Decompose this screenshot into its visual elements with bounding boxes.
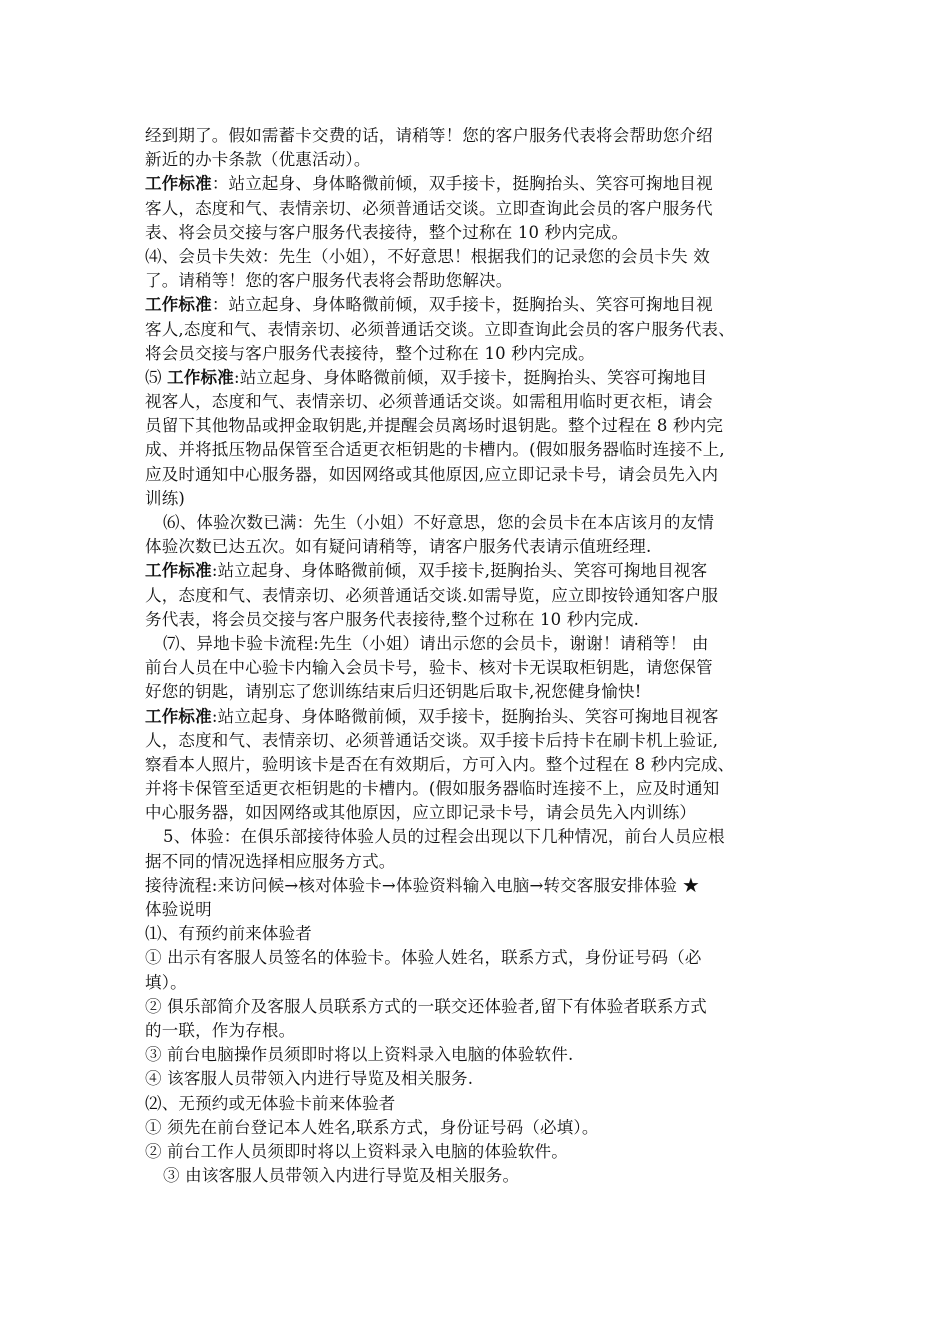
text-line <box>145 825 815 849</box>
text-line <box>145 608 815 632</box>
text-segment: 前台人员在中心验卡内输入会员卡号，验卡、核对卡无误取柜钥匙，请您保管 <box>145 658 713 678</box>
text-segment: ① 出示有客服人员签名的体验卡。体验人姓名，联系方式，身份证号码（必 <box>145 948 702 968</box>
text-segment: 好您的钥匙，请别忘了您训练结束后归还钥匙后取卡,祝您健身愉快! <box>145 682 642 702</box>
text-line <box>145 124 815 148</box>
text-segment: 表、将会员交接与客户服务代表接待，整个过称在 10 秒内完成。 <box>145 222 629 242</box>
bold-label: 工作标准 <box>167 367 234 387</box>
text-segment: 据不同的情况选择相应服务方式。 <box>145 851 396 871</box>
text-segment: ⑷、会员卡失效：先生（小姐），不好意思！根据我们的记录您的会员卡失 效 <box>145 246 710 266</box>
text-line <box>145 1043 815 1067</box>
text-line <box>145 366 815 390</box>
document-body <box>145 124 815 1188</box>
text-line <box>145 1164 815 1188</box>
text-segment: 务代表，将会员交接与客户服务代表接待,整个过称在 10 秒内完成. <box>145 609 640 629</box>
text-segment: 接待流程:来访问候→核对体验卡→体验资料输入电脑→转交客服安排体验 ★ <box>145 875 700 895</box>
text-segment: 新近的办卡条款（优惠活动）。 <box>145 150 371 170</box>
text-line <box>145 318 815 342</box>
text-line <box>145 729 815 753</box>
text-segment: :站立起身、身体略微前倾，双手接卡，挺胸抬头、笑容可掬地目 <box>233 367 708 387</box>
text-segment: 经到期了。假如需蓄卡交费的话，请稍等！您的客户服务代表将会帮助您介绍 <box>145 126 713 145</box>
text-segment: 员留下其他物品或押金取钥匙,并提醒会员离场时退钥匙。整个过程在 8 秒内完 <box>145 416 724 436</box>
text-segment: 的一联，作为存根。 <box>145 1020 296 1040</box>
text-line <box>145 680 815 704</box>
text-segment: 客人，态度和气、表情亲切、必须普通话交谈。立即查询此会员的客户服务代 <box>145 198 713 218</box>
text-segment: 应及时通知中心服务器，如因网络或其他原因,应立即记录卡号，请会员先入内 <box>145 464 719 484</box>
text-line <box>145 342 815 366</box>
text-line <box>145 753 815 777</box>
text-segment: :站立起身、身体略微前倾，双手接卡，挺胸抬头、笑容可掬地目视客 <box>211 706 719 726</box>
text-segment: ⑺、异地卡验卡流程:先生（小姐）请出示您的会员卡，谢谢！请稍等！ 由 <box>163 633 709 653</box>
text-segment: 视客人，态度和气、表情亲切、必须普通话交谈。如需租用临时更衣柜，请会 <box>145 392 713 412</box>
text-segment: 察看本人照片，验明该卡是否在有效期后，方可入内。整个过程在 8 秒内完成、 <box>145 754 735 774</box>
text-line <box>145 559 815 583</box>
text-segment: ③ 由该客服人员带领入内进行导览及相关服务。 <box>163 1166 520 1186</box>
text-line <box>145 922 815 946</box>
text-line <box>145 463 815 487</box>
text-segment: ⑹、体验次数已满：先生（小姐）不好意思，您的会员卡在本店该月的友情 <box>163 513 715 532</box>
text-line <box>145 584 815 608</box>
text-line <box>145 197 815 221</box>
text-segment: 客人,态度和气、表情亲切、必须普通话交谈。立即查询此会员的客户服务代表、 <box>145 319 735 339</box>
text-line <box>145 438 815 462</box>
text-line <box>145 971 815 995</box>
text-segment: 人，态度和气、表情亲切、必须普通话交谈。双手接卡后持卡在刷卡机上验证, <box>145 730 719 750</box>
text-line <box>145 390 815 414</box>
text-line <box>145 1116 815 1140</box>
text-line <box>145 221 815 245</box>
text-line <box>145 414 815 438</box>
text-line <box>145 172 815 196</box>
text-segment: 体验说明 <box>145 900 212 919</box>
text-segment: ：站立起身、身体略微前倾，双手接卡，挺胸抬头、笑容可掬地目视 <box>211 295 713 315</box>
bold-label: 工作标准 <box>145 174 212 194</box>
text-segment: 了。请稍等！您的客户服务代表将会帮助您解决。 <box>145 271 513 291</box>
text-line <box>145 850 815 874</box>
text-line <box>145 874 815 898</box>
text-segment: 5、体验：在俱乐部接待体验人员的过程会出现以下几种情况，前台人员应根 <box>163 827 725 847</box>
text-line <box>145 801 815 825</box>
text-line <box>145 1140 815 1164</box>
text-segment: ：站立起身、身体略微前倾，双手接卡，挺胸抬头、笑容可掬地目视 <box>211 174 713 194</box>
text-line <box>145 487 815 511</box>
text-segment: ③ 前台电脑操作员须即时将以上资料录入电脑的体验软件. <box>145 1045 574 1065</box>
bold-label: 工作标准 <box>145 706 212 726</box>
text-line <box>145 898 815 922</box>
text-segment: ① 须先在前台登记本人姓名,联系方式，身份证号码（必填）。 <box>145 1117 599 1137</box>
text-line <box>145 269 815 293</box>
text-segment: ④ 该客服人员带领入内进行导览及相关服务. <box>145 1069 474 1089</box>
text-segment: 填）。 <box>145 972 187 992</box>
text-segment: 成、并将抵压物品保管至合适更衣柜钥匙的卡槽内。(假如服务器临时连接不上, <box>145 440 725 460</box>
text-segment: :站立起身、身体略微前倾，双手接卡,挺胸抬头、笑容可掬地目视客 <box>211 561 708 581</box>
text-line <box>145 632 815 656</box>
text-line <box>145 1067 815 1091</box>
text-line <box>145 1019 815 1043</box>
text-segment: ⑵、无预约或无体验卡前来体验者 <box>145 1093 396 1113</box>
text-segment: 将会员交接与客户服务代表接待，整个过称在 10 秒内完成。 <box>145 343 595 363</box>
text-segment: ② 俱乐部简介及客服人员联系方式的一联交还体验者,留下有体验者联系方式 <box>145 996 707 1016</box>
text-segment: 人，态度和气、表情亲切、必须普通话交谈.如需导览，应立即按铃通知客户服 <box>145 585 719 605</box>
text-line <box>145 148 815 172</box>
text-segment: ② 前台工作人员须即时将以上资料录入电脑的体验软件。 <box>145 1141 568 1161</box>
text-segment: 训练) <box>145 488 186 508</box>
text-line <box>145 705 815 729</box>
text-segment: 体验次数已达五次。如有疑问请稍等，请客户服务代表请示值班经理. <box>145 537 652 557</box>
text-line <box>145 511 815 535</box>
text-line <box>145 656 815 680</box>
text-segment: 中心服务器，如因网络或其他原因，应立即记录卡号，请会员先入内训练） <box>145 803 697 823</box>
text-segment: ⑴、有预约前来体验者 <box>145 924 312 944</box>
bold-label: 工作标准 <box>145 561 212 581</box>
text-line <box>145 1092 815 1116</box>
text-line <box>145 293 815 317</box>
text-line <box>145 995 815 1019</box>
text-line <box>145 946 815 970</box>
text-line <box>145 245 815 269</box>
text-line <box>145 777 815 801</box>
text-line <box>145 535 815 559</box>
bold-label: 工作标准 <box>145 295 212 315</box>
text-segment: ⑸ <box>145 367 168 387</box>
text-segment: 并将卡保管至适更衣柜钥匙的卡槽内。(假如服务器临时连接不上，应及时通知 <box>145 779 720 799</box>
